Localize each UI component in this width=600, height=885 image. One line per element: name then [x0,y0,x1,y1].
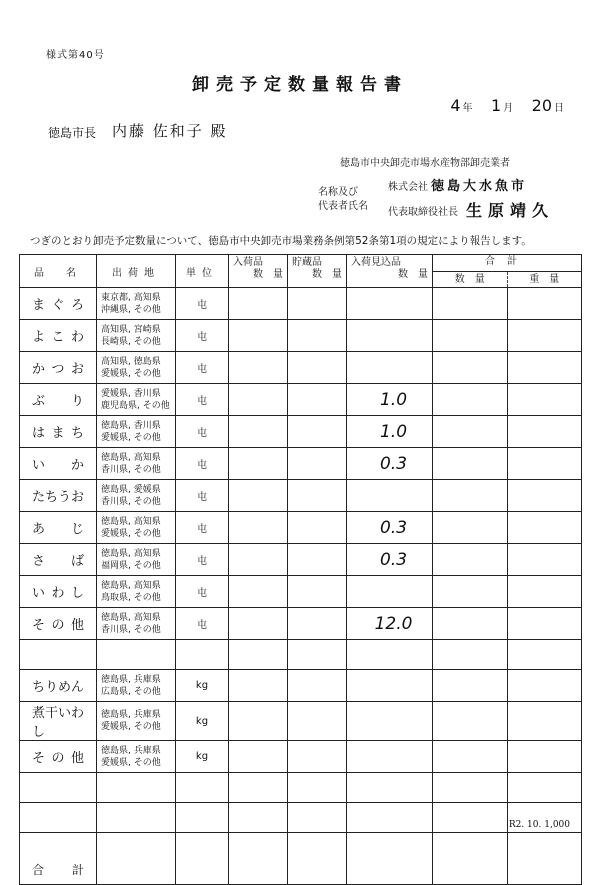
expected-qty-cell [347,352,433,384]
origin-line-1: 徳島県, 兵庫県 [101,745,161,756]
expected-qty-cell [347,741,433,773]
stored-qty-cell [288,741,347,773]
origin-line-1: 徳島県, 高知県 [101,452,161,463]
footer-code: R2. 10. 1,000 [508,820,570,830]
total-weight-cell [508,416,582,448]
date-year: 4 [450,96,461,115]
item-name: はまち [20,416,97,448]
total-count-cell [433,416,508,448]
addressee-org: 徳島市長 [48,126,97,140]
unit-cell: 屯 [176,608,229,640]
blank-cell [347,640,433,670]
representative-title: 代表取締役社長 [388,207,458,218]
arrival-qty-cell [229,741,288,773]
origin-cell [97,608,176,640]
blank-cell [229,833,288,885]
origin-line-2: 愛媛県, その他 [101,528,161,539]
arrival-qty-cell [229,448,288,480]
total-weight-cell [508,544,582,576]
header-origin: 出荷地 [97,255,176,288]
header-item: 品 名 [20,255,97,288]
arrival-qty-cell [229,576,288,608]
stored-qty-cell [288,702,347,741]
unit-cell: 屯 [176,512,229,544]
expected-qty-cell [347,702,433,741]
origin-line-2: 鳥取県, その他 [101,592,161,603]
origin-line-1: 東京都, 高知県 [101,292,161,303]
origin-line-2: 香川県, その他 [101,496,161,507]
blank-cell [20,773,97,803]
item-name: いか [20,448,97,480]
company-type: 株式会社 [388,182,428,193]
origin-cell [97,352,176,384]
origin-line-1: 徳島県, 高知県 [101,516,161,527]
item-name: たちうお [20,480,97,512]
total-count-cell [433,576,508,608]
item-name: かつお [20,352,97,384]
blank-row [20,640,582,670]
expected-qty-cell [347,288,433,320]
table-row [20,320,582,352]
company-name: 徳島大水魚市 [431,179,528,194]
total-count-cell [433,384,508,416]
blank-cell [347,773,433,803]
header-arrival-l1: 入荷品 [233,257,263,268]
origin-line-2: 愛媛県, その他 [101,432,161,443]
unit-cell: 屯 [176,384,229,416]
arrival-qty-cell [229,288,288,320]
total-count-cell [433,702,508,741]
table-body [20,288,582,885]
origin-cell [97,544,176,576]
origin-line-2: 長崎県, その他 [101,336,161,347]
item-name: その他 [20,741,97,773]
header-stored-l1: 貯蔵品 [292,257,322,268]
origin-line-2: 香川県, その他 [101,464,161,475]
origin-line-2: 香川県, その他 [101,624,161,635]
expected-qty: 1.0 [379,421,408,442]
table-header-row [20,255,582,288]
origin-line-1: 徳島県, 兵庫県 [101,674,161,685]
unit-cell: 屯 [176,320,229,352]
table-row [20,480,582,512]
blank-cell [229,640,288,670]
expected-qty-cell [347,576,433,608]
blank-cell [97,640,176,670]
total-count-cell [433,352,508,384]
stored-qty-cell [288,288,347,320]
unit-cell: 屯 [176,416,229,448]
table-row [20,448,582,480]
origin-line-2: 福岡県, その他 [101,560,161,571]
total-weight-cell [508,608,582,640]
item-name: よこわ [20,320,97,352]
blank-cell [229,803,288,833]
origin-cell [97,702,176,741]
table-row [20,608,582,640]
total-count-cell [433,288,508,320]
expected-qty-cell [347,544,433,576]
blank-cell [288,640,347,670]
origin-cell [97,384,176,416]
form-number: 様式第40号 [46,50,105,61]
origin-cell [97,448,176,480]
blank-cell [97,833,176,885]
stored-qty-cell [288,512,347,544]
unit-cell: kg [176,702,229,741]
blank-cell [508,640,582,670]
origin-cell [97,416,176,448]
origin-line-2: 広島県, その他 [101,686,161,697]
expected-qty: 12.0 [374,613,413,634]
total-label: 合 計 [20,833,97,885]
date-year-unit: 年 [462,103,473,114]
origin-cell [97,576,176,608]
total-weight-cell [508,320,582,352]
label-representative: 代表者氏名 [318,201,368,212]
stored-qty-cell [288,480,347,512]
stored-qty-cell [288,576,347,608]
blank-cell [347,803,433,833]
origin-line-1: 高知県, 宮崎県 [101,324,161,335]
blank-cell [97,773,176,803]
table-row [20,384,582,416]
total-weight-cell [508,288,582,320]
origin-cell [97,741,176,773]
total-weight-cell [508,352,582,384]
origin-line-1: 徳島県, 兵庫県 [101,710,161,720]
header-total-weight: 重 量 [507,272,582,288]
expected-qty: 0.3 [379,517,408,538]
origin-line-1: 愛媛県, 香川県 [101,388,161,399]
arrival-qty-cell [229,416,288,448]
blank-cell [176,773,229,803]
item-name: まぐろ [20,288,97,320]
total-count-cell [433,741,508,773]
total-count-cell [433,480,508,512]
expected-qty-cell [347,670,433,702]
origin-line-2: 鹿児島県, その他 [101,400,170,411]
table-row [20,544,582,576]
table-row [20,352,582,384]
representative-name: 生原靖久 [466,201,555,220]
blank-cell [433,640,508,670]
expected-qty: 0.3 [379,549,408,570]
blank-cell [347,833,433,885]
stored-qty-cell [288,384,347,416]
stored-qty-cell [288,416,347,448]
expected-qty-cell [347,320,433,352]
total-weight-cell [508,480,582,512]
stored-qty-cell [288,320,347,352]
unit-cell: 屯 [176,544,229,576]
blank-cell [229,773,288,803]
total-weight-cell [508,741,582,773]
arrival-qty-cell [229,702,288,741]
header-total-count: 数 量 [454,273,485,285]
total-count-cell [433,320,508,352]
total-count-cell [433,512,508,544]
total-weight-cell [508,576,582,608]
blank-cell [288,803,347,833]
expected-qty-cell [347,448,433,480]
blank-cell [433,803,508,833]
unit-cell: 屯 [176,480,229,512]
table-row [20,702,582,741]
reporter-org: 徳島市中央卸売市場水産物部卸売業者 [340,158,510,169]
origin-cell [97,288,176,320]
date-month-unit: 月 [503,103,514,114]
table-row [20,576,582,608]
header-expected-l1: 入荷見込品 [351,257,401,268]
blank-cell [20,640,97,670]
blank-cell [97,803,176,833]
total-count-cell [433,670,508,702]
expected-qty-cell [347,608,433,640]
item-name: ぶり [20,384,97,416]
header-total-label: 合計 [433,255,581,272]
arrival-qty-cell [229,670,288,702]
stored-qty-cell [288,670,347,702]
origin-line-2: 愛媛県, その他 [101,368,161,379]
expected-qty: 0.3 [379,453,408,474]
item-name: その他 [20,608,97,640]
blank-cell [176,833,229,885]
header-expected [347,255,433,288]
origin-line-1: 徳島県, 香川県 [101,420,161,431]
header-total [433,255,582,288]
blank-cell [176,640,229,670]
unit-cell: 屯 [176,352,229,384]
table-row [20,288,582,320]
table-row [20,416,582,448]
unit-cell: kg [176,741,229,773]
blank-cell [176,803,229,833]
blank-cell [288,833,347,885]
origin-cell [97,480,176,512]
total-count-cell [433,448,508,480]
origin-cell [97,320,176,352]
item-name: いわし [20,576,97,608]
blank-row [20,803,582,833]
date-month: 1 [491,96,502,115]
header-unit: 単位 [176,255,229,288]
total-weight-cell [508,512,582,544]
origin-line-1: 徳島県, 高知県 [101,612,161,623]
origin-line-2: 沖縄県, その他 [101,304,161,315]
stored-qty-cell [288,352,347,384]
origin-cell [97,512,176,544]
total-weight-cell [508,670,582,702]
arrival-qty-cell [229,544,288,576]
item-name: ちりめん [20,670,97,702]
table-row [20,741,582,773]
expected-qty-cell [347,416,433,448]
origin-cell [97,670,176,702]
arrival-qty-cell [229,512,288,544]
expected-qty-cell [347,384,433,416]
total-weight-cell [508,702,582,741]
header-expected-l2: 数 量 [398,269,428,280]
total-weight-cell [508,448,582,480]
origin-line-1: 高知県, 徳島県 [101,356,161,367]
blank-cell [288,773,347,803]
table-row [20,512,582,544]
arrival-qty-cell [229,608,288,640]
document-title: 卸売予定数量報告書 [192,75,408,95]
blank-cell [433,833,508,885]
origin-line-2: 愛媛県, その他 [101,722,161,732]
total-weight-cell [508,384,582,416]
report-date [450,96,564,115]
arrival-qty-cell [229,320,288,352]
expected-qty-cell [347,480,433,512]
total-row [20,833,582,885]
unit-cell: 屯 [176,288,229,320]
blank-cell [433,773,508,803]
origin-line-1: 徳島県, 愛媛県 [101,484,161,495]
table-row [20,670,582,702]
unit-cell: 屯 [176,448,229,480]
blank-row [20,773,582,803]
label-name: 名称及び [318,187,358,198]
arrival-qty-cell [229,352,288,384]
arrival-qty-cell [229,384,288,416]
header-arrival [229,255,288,288]
stored-qty-cell [288,544,347,576]
header-stored [288,255,347,288]
header-stored-l2: 数 量 [312,269,342,280]
origin-line-2: 愛媛県, その他 [101,757,161,768]
unit-cell: 屯 [176,576,229,608]
blank-cell [508,773,582,803]
date-day: 20 [531,96,552,115]
arrival-qty-cell [229,480,288,512]
expected-qty-cell [347,512,433,544]
total-count-cell [433,544,508,576]
origin-line-1: 徳島県, 高知県 [101,580,161,591]
origin-line-1: 徳島県, 高知県 [101,548,161,559]
date-day-unit: 日 [554,103,564,114]
expected-qty: 1.0 [379,389,408,410]
blank-cell [508,833,582,885]
item-name: さば [20,544,97,576]
report-table [19,254,582,885]
blank-cell [20,803,97,833]
item-name: 煮干いわし [20,702,97,741]
addressee-name: 内藤 佐和子 殿 [112,122,228,140]
stored-qty-cell [288,448,347,480]
stored-qty-cell [288,608,347,640]
item-name: あじ [20,512,97,544]
statement-text: つぎのとおり卸売予定数量について、徳島市中央卸売市場業務条例第52条第1項の規定により報告します。 [30,235,532,247]
unit-cell: kg [176,670,229,702]
total-count-cell [433,608,508,640]
header-arrival-l2: 数 量 [253,269,283,280]
